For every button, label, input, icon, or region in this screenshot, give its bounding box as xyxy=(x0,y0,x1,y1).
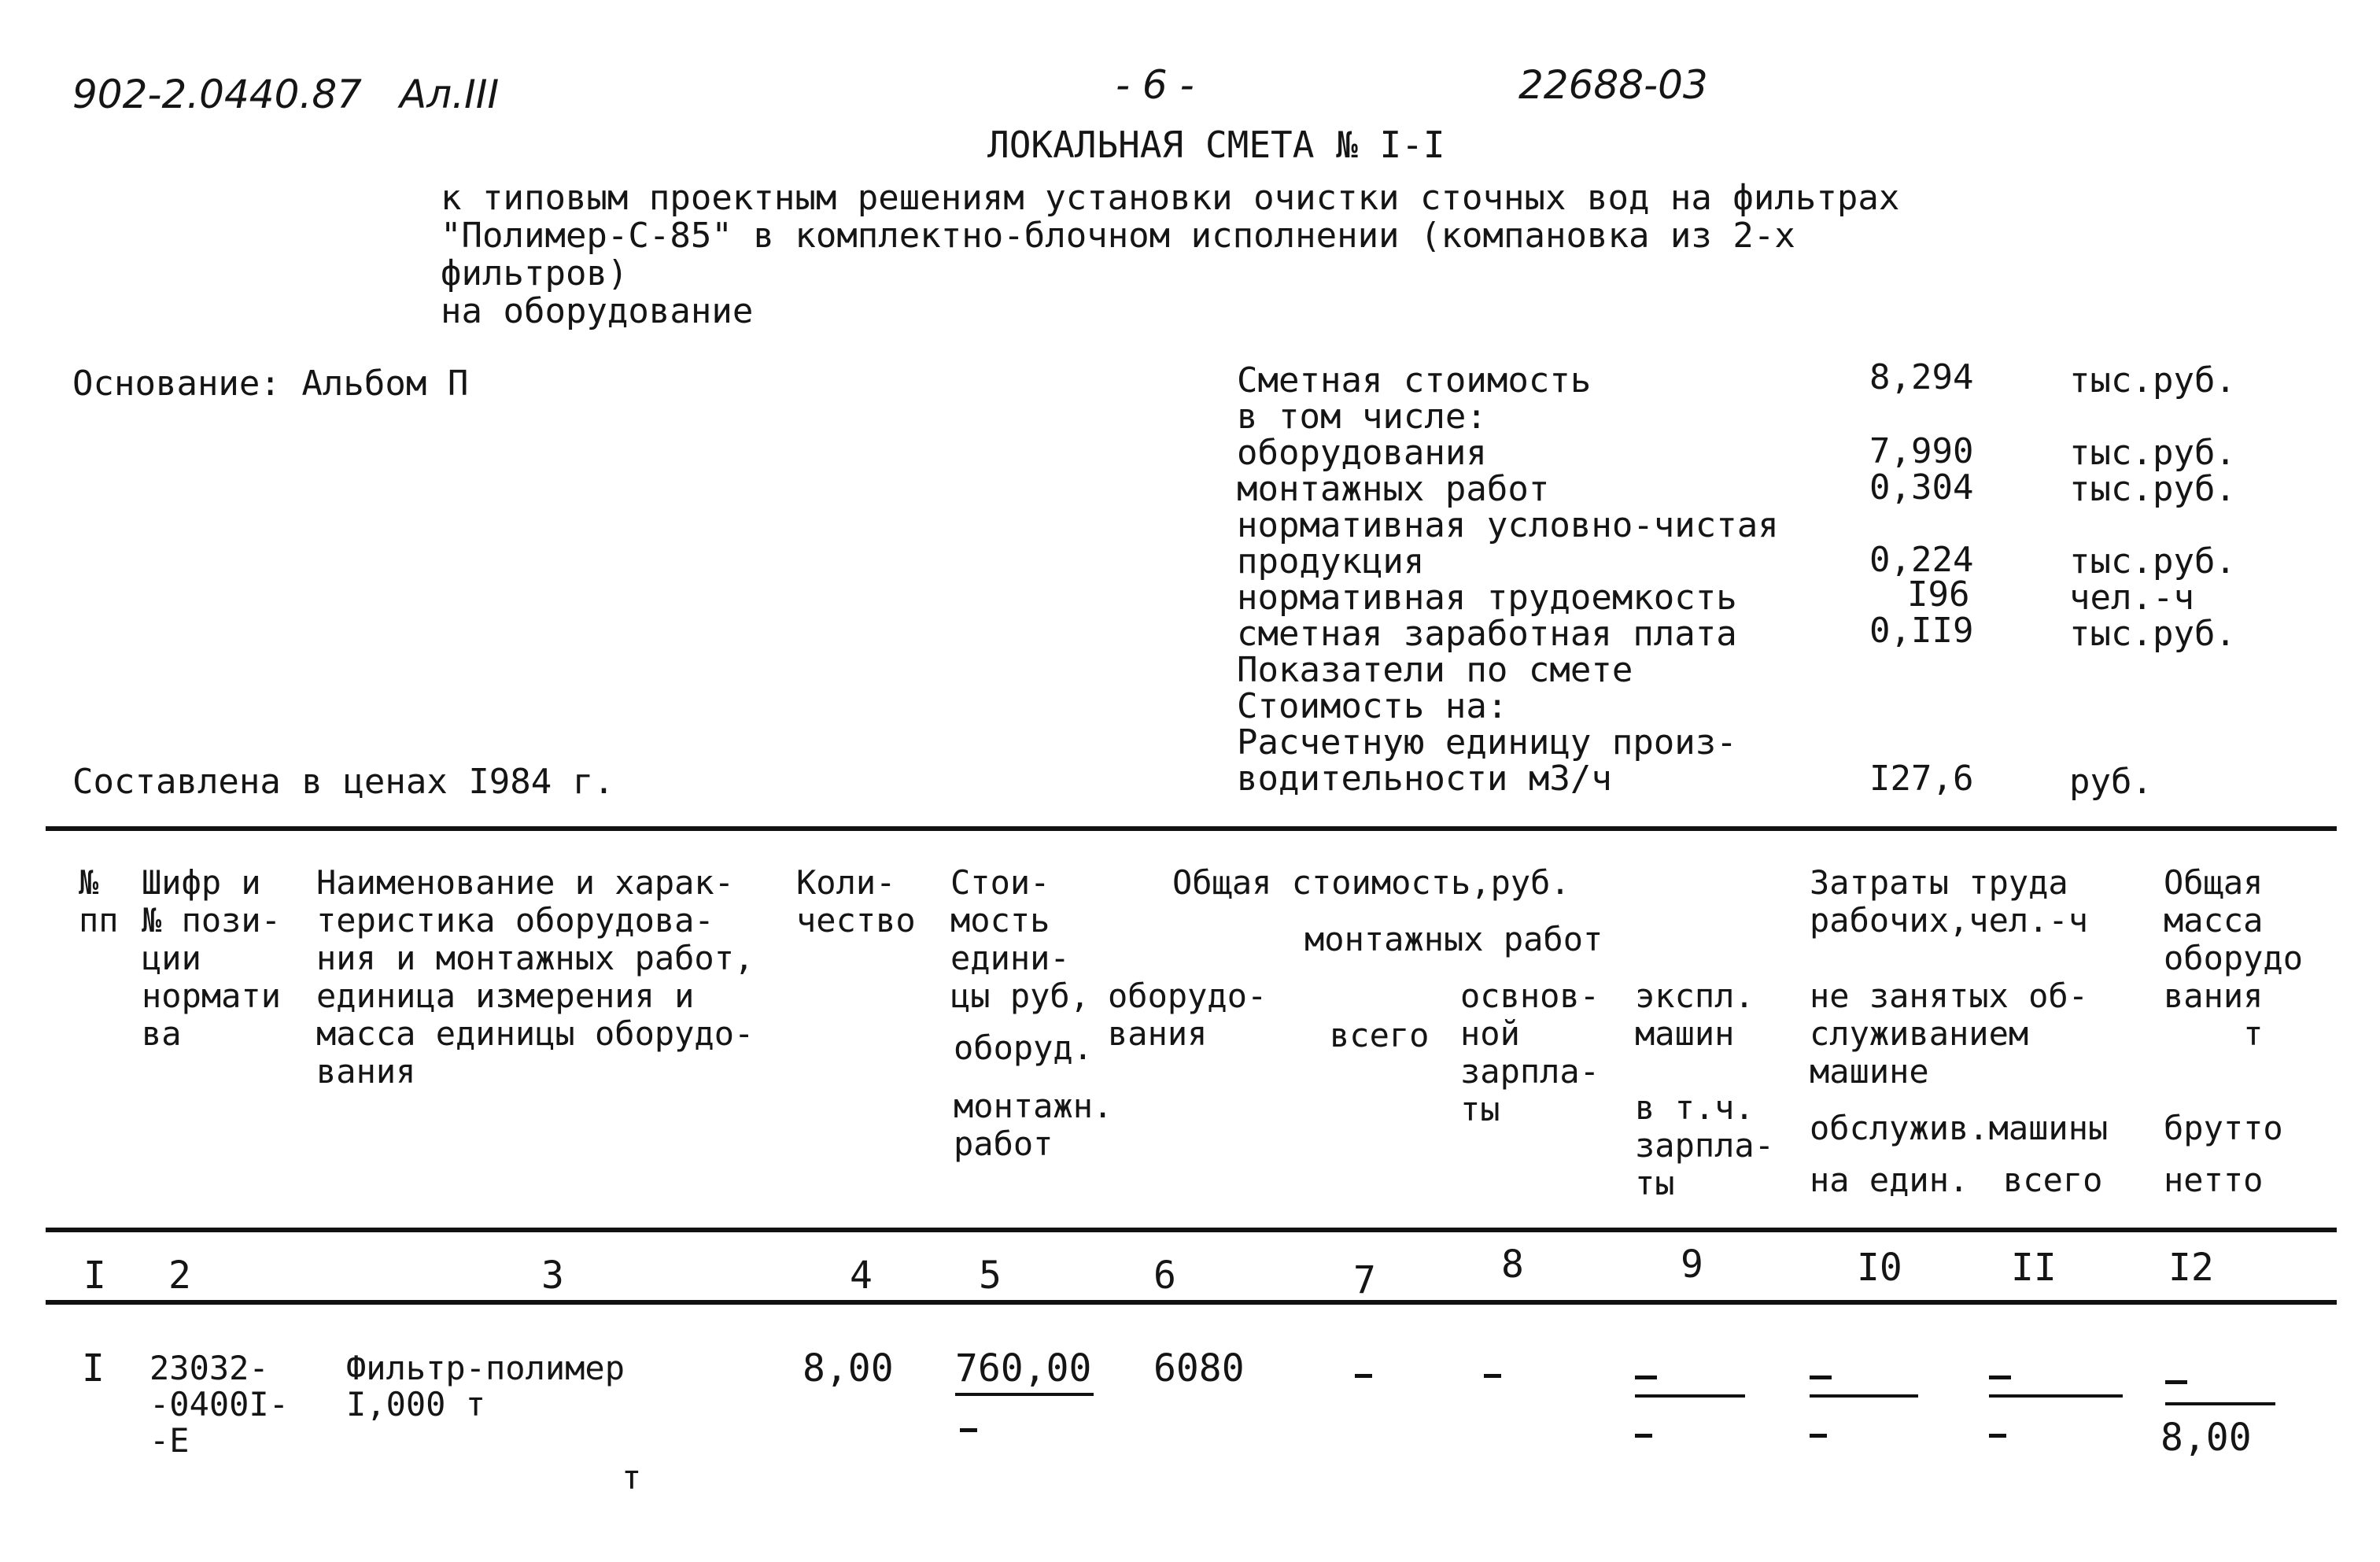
row-code: 23032- -0400I- -Е xyxy=(149,1349,290,1460)
column-number: 2 xyxy=(168,1254,191,1298)
row-quantity: 8,00 xyxy=(803,1346,894,1390)
table-top-rule xyxy=(46,826,2337,831)
row-equipment-total: 6080 xyxy=(1153,1346,1245,1390)
col-header-number: № пп xyxy=(79,863,119,940)
album-number: Ал.III xyxy=(400,72,500,117)
document-code: 902-2.0440.87 xyxy=(72,72,362,117)
header-bottom-rule xyxy=(46,1228,2337,1232)
summary-value: 0,224 xyxy=(1869,540,1974,580)
summary-label: нормативная условно-чистая xyxy=(1237,505,1779,545)
col-header-machine-use: экспл. машин xyxy=(1635,977,1755,1053)
col-header-labor-total: всего xyxy=(2003,1161,2103,1199)
col-header-mass: Общая масса оборудо вания т xyxy=(2164,863,2304,1053)
col-header-net: нетто xyxy=(2164,1161,2264,1199)
subtitle-line: к типовым проектным решениям установки очистки сточных вод на фильтрах xyxy=(441,178,1900,218)
summary-unit: чел.-ч xyxy=(2069,578,2194,618)
col-header-unit-cost-installation: монтажн. работ xyxy=(954,1087,1113,1163)
col-header-quantity: Коли- чество xyxy=(796,863,916,940)
summary-label: в том числе: xyxy=(1237,397,1487,437)
column-numbers-rule xyxy=(46,1300,2337,1305)
prices-year-text: Составлена в ценах I984 г. xyxy=(72,762,614,802)
summary-label: продукция xyxy=(1237,541,1425,582)
col-header-unit-cost-equipment: оборуд. xyxy=(954,1028,1094,1067)
col-header-name: Наименование и харак- теристика оборудова- ния и монтажных работ, единица измерения и масса единицы оборудо- вания xyxy=(316,863,755,1091)
empty-value-dash xyxy=(1989,1376,2011,1379)
column-number: 8 xyxy=(1501,1243,1524,1287)
summary-value: 8,294 xyxy=(1869,357,1974,397)
column-number: 6 xyxy=(1153,1254,1176,1298)
summary-label: монтажных работ xyxy=(1237,469,1550,509)
col-header-total: всего xyxy=(1330,1016,1430,1054)
page-number: - 6 - xyxy=(1116,62,1194,108)
summary-label: Показатели по смете xyxy=(1237,650,1633,690)
summary-label: нормативная трудоемкость xyxy=(1237,578,1737,618)
summary-value: I96 xyxy=(1907,574,1970,615)
column-number: I0 xyxy=(1857,1246,1902,1290)
empty-value-dash xyxy=(1484,1374,1501,1378)
fraction-line xyxy=(1635,1394,1745,1398)
col-header-code: Шифр и № пози- ции нормати ва xyxy=(142,863,282,1053)
summary-label: оборудования xyxy=(1237,433,1487,473)
summary-unit: тыс.руб. xyxy=(2069,614,2236,654)
summary-unit: тыс.руб. xyxy=(2069,469,2236,509)
row-net-mass: 8,00 xyxy=(2160,1416,2252,1460)
column-number: 9 xyxy=(1681,1243,1703,1287)
col-header-equipment: оборудо- вания xyxy=(1108,977,1267,1053)
summary-value: I27,6 xyxy=(1869,759,1974,799)
empty-value-dash xyxy=(2165,1380,2187,1384)
empty-value-dash xyxy=(1635,1434,1652,1438)
subtitle-line: на оборудование xyxy=(441,291,754,331)
row-name-unit: т xyxy=(622,1458,642,1497)
column-number: 5 xyxy=(979,1254,1002,1298)
empty-value-dash xyxy=(1989,1434,2006,1438)
summary-unit: тыс.руб. xyxy=(2069,433,2236,473)
summary-unit: тыс.руб. xyxy=(2069,360,2236,401)
summary-value: 0,304 xyxy=(1869,467,1974,508)
col-header-general-cost: Общая стоимость,руб. xyxy=(1172,863,1570,902)
summary-unit: руб. xyxy=(2069,762,2153,802)
empty-value-dash xyxy=(960,1428,977,1432)
col-header-labor-not-service: не занятых об- служиванием машине xyxy=(1810,977,2089,1091)
col-header-unit-cost: Стои- мость едини- цы руб, xyxy=(950,863,1090,1015)
column-number: I2 xyxy=(2168,1246,2214,1290)
document-title: ЛОКАЛЬНАЯ СМЕТА № I-I xyxy=(987,124,1445,166)
fraction-line xyxy=(2165,1402,2275,1405)
summary-label: Расчетную единицу произ- xyxy=(1237,722,1737,763)
summary-label: водительности м3/ч xyxy=(1237,759,1612,799)
col-header-labor-service: обслужив.машины xyxy=(1810,1109,2109,1147)
fraction-line xyxy=(1989,1394,2123,1398)
subtitle-line: "Полимер-С-85" в комплектно-блочном исполнении (компановка из 2-х xyxy=(441,216,1795,256)
col-header-installation: монтажных работ xyxy=(1304,920,1603,958)
summary-value: 7,990 xyxy=(1869,431,1974,471)
empty-value-dash xyxy=(1810,1434,1827,1438)
column-number: 4 xyxy=(850,1254,873,1298)
column-number: 7 xyxy=(1353,1258,1376,1302)
subtitle-line: фильтров) xyxy=(441,253,629,294)
row-name: Фильтр-полимер I,000 т xyxy=(346,1349,625,1424)
unit-price-underline xyxy=(955,1393,1094,1396)
row-unit-price: 760,00 xyxy=(955,1346,1092,1390)
fraction-line xyxy=(1810,1394,1918,1398)
project-number: 22688-03 xyxy=(1518,62,1708,108)
column-number: I xyxy=(83,1254,106,1298)
basis-text: Основание: Альбом П xyxy=(72,364,469,404)
summary-label: Сметная стоимость xyxy=(1237,360,1592,401)
col-header-gross: брутто xyxy=(2164,1109,2283,1147)
empty-value-dash xyxy=(1810,1376,1832,1379)
col-header-machine-wage: в т.ч. зарпла- ты xyxy=(1635,1088,1775,1202)
col-header-base-wage: освнов- ной зарпла- ты xyxy=(1460,977,1600,1128)
summary-label: Стоимость на: xyxy=(1237,686,1508,726)
col-header-labor: Затраты труда рабочих,чел.-ч xyxy=(1810,863,2089,940)
row-number: I xyxy=(82,1346,105,1390)
summary-value: 0,II9 xyxy=(1869,611,1974,651)
summary-unit: тыс.руб. xyxy=(2069,541,2236,582)
column-number: 3 xyxy=(541,1254,564,1298)
summary-label: сметная заработная плата xyxy=(1237,614,1737,654)
col-header-per-unit: на един. xyxy=(1810,1161,1969,1199)
column-number: II xyxy=(2011,1246,2057,1290)
empty-value-dash xyxy=(1355,1374,1372,1378)
empty-value-dash xyxy=(1635,1376,1657,1379)
